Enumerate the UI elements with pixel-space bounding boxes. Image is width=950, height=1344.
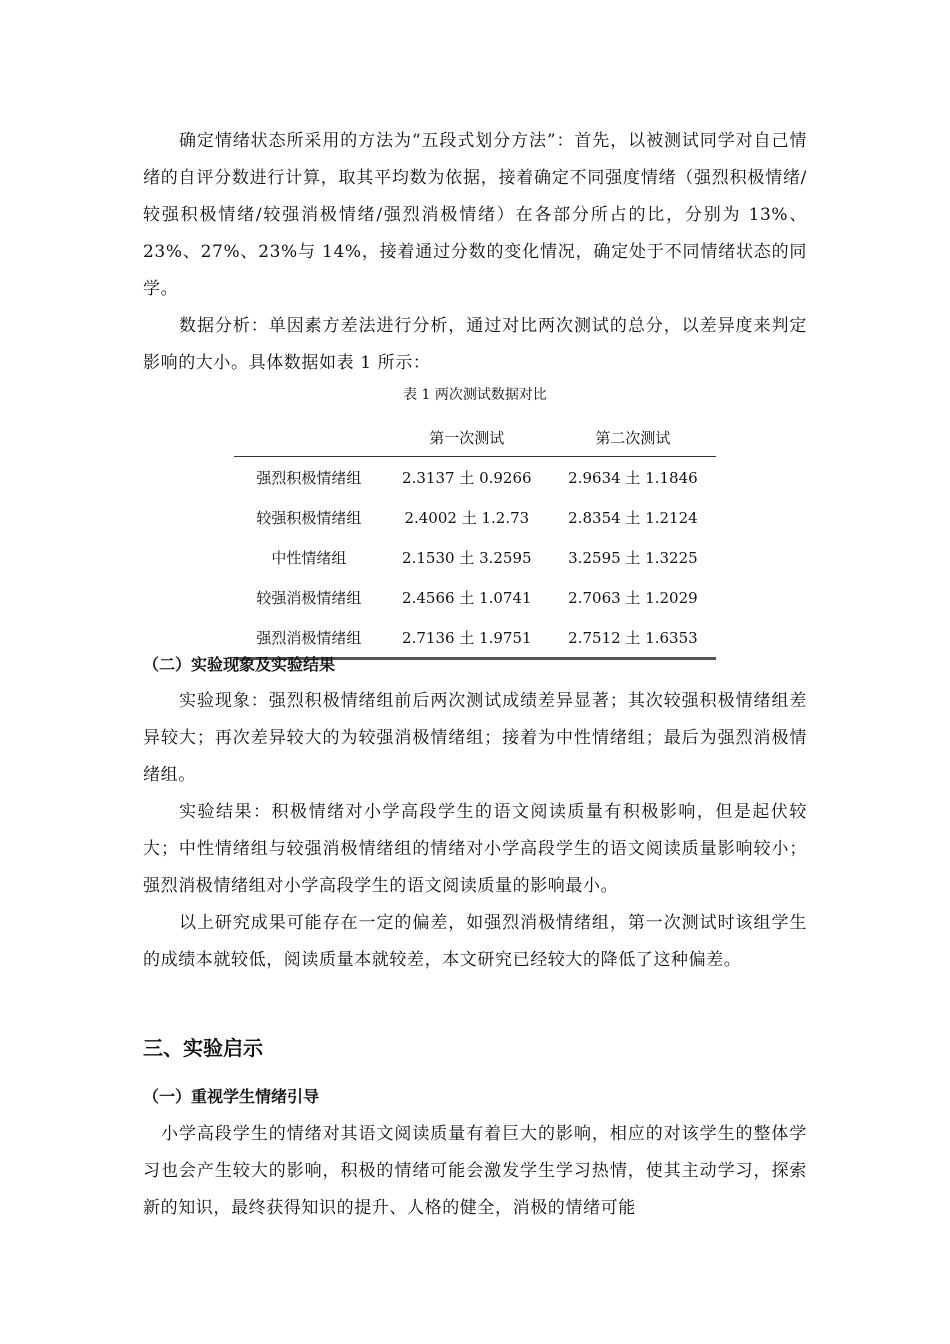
- row-label: 强烈消极情绪组: [234, 617, 384, 659]
- deviation-paragraph: 以上研究成果可能存在一定的偏差，如强烈消极情绪组，第一次测试时该组学生的成绩本就较低，阅读质量本就较差，本文研究已经较大的降低了这种偏差。: [143, 913, 807, 970]
- table-caption: 表 1 两次测试数据对比: [403, 387, 547, 403]
- first-test-value: 2.4566 土 1.0741: [402, 588, 532, 607]
- phenomenon-paragraph: 实验现象：强烈积极情绪组前后两次测试成绩差异显著；其次较强积极情绪组差异较大；再次差异较大的为较强消极情绪组；接着为中性情绪组；最后为强烈消极情绪组。: [143, 691, 807, 785]
- top-text-block: [143, 123, 807, 382]
- section-two: [143, 650, 807, 680]
- table-header-row: [234, 418, 716, 457]
- subsection-one: [143, 1082, 807, 1112]
- comparison-table: [234, 418, 716, 660]
- table-row: [234, 497, 716, 537]
- analysis-paragraph: 数据分析：单因素方差法进行分析，通过对比两次测试的总分，以差异度来判定影响的大小。具体数据如表 1 所示：: [143, 316, 807, 373]
- row-label: 较强积极情绪组: [256, 508, 362, 527]
- emotion-guidance-paragraph: 小学高段学生的情绪对其语文阅读质量有着巨大的影响，相应的对该学生的整体学习也会产生较大的影响，积极的情绪可能会激发学生学习热情，使其主动学习，探索新的知识，最终获得知识的提升、人格的健全，消极的情绪可能: [143, 1124, 807, 1218]
- first-test-value: 2.1530 土 3.2595: [402, 548, 532, 567]
- header-cell-first-test: 第一次测试: [384, 418, 550, 457]
- method-paragraph: 确定情绪状态所采用的方法为“五段式划分方法”：首先，以被测试同学对自己情绪的自评分数进行计算，取其平均数为依据，接着确定不同强度情绪（强烈积极情绪/较强积极情绪/较强消极情绪/强烈消极情绪）在各部分所占的比，分别为 13%、23%、27%、23%与 14%，接着通过分数的变化情况，确定处于不同情绪状态的同学。: [143, 131, 807, 299]
- section-three-heading: 三、实验启示: [143, 1036, 263, 1060]
- section-two-heading: （二）实验现象及实验结果: [143, 655, 336, 674]
- first-test-value: 2.4002 土 1.2.73: [404, 508, 530, 527]
- row-label: 较强消极情绪组: [256, 588, 362, 607]
- second-test-value: 3.2595 土 1.3225: [568, 548, 698, 567]
- second-test-value: 2.7512 土 1.6353: [550, 617, 716, 659]
- header-cell-second-test: 第二次测试: [550, 418, 716, 457]
- second-test-value: 2.8354 土 1.2124: [568, 508, 698, 527]
- second-test-value: 2.7063 土 1.2029: [568, 588, 698, 607]
- second-test-value: 2.9634 土 1.1846: [568, 468, 698, 487]
- first-test-value: 2.7136 土 1.9751: [384, 617, 550, 659]
- first-test-value: 2.3137 土 0.9266: [402, 468, 532, 487]
- subsection-one-heading: （一）重视学生情绪引导: [143, 1087, 320, 1106]
- row-label: 中性情绪组: [271, 548, 347, 567]
- table-row: [234, 457, 716, 498]
- row-label: 强烈积极情绪组: [256, 468, 362, 487]
- section-three: [143, 1030, 807, 1066]
- subsection-one-body: [143, 1116, 807, 1227]
- header-cell-empty: [234, 418, 384, 457]
- table-row: [234, 537, 716, 577]
- table-row: [234, 577, 716, 617]
- section-two-body: [143, 683, 807, 979]
- result-paragraph: 实验结果：积极情绪对小学高段学生的语文阅读质量有积极影响，但是起伏较大；中性情绪组与较强消极情绪组的情绪对小学高段学生的语文阅读质量影响较小；强烈消极情绪组对小学高段学生的语文阅读质量的影响最小。: [143, 802, 807, 896]
